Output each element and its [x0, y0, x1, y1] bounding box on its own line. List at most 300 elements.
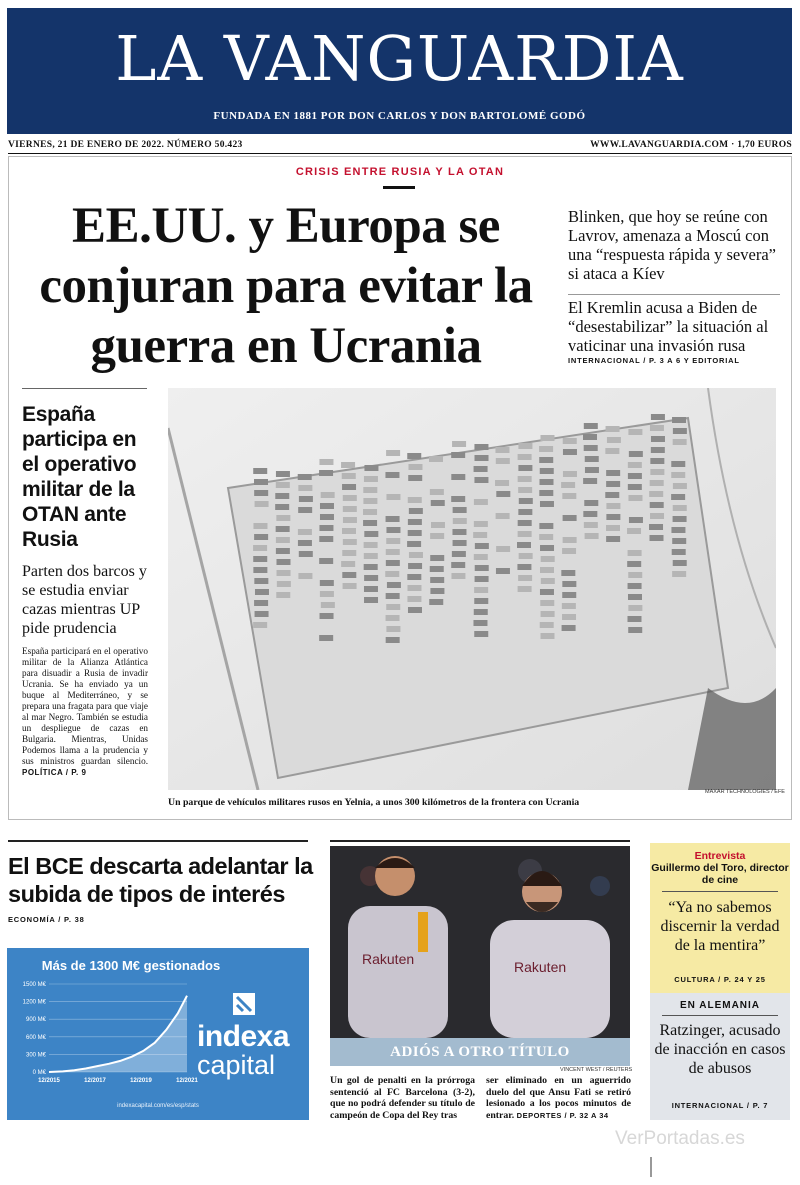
- vehicle: [319, 558, 333, 564]
- vehicle: [254, 600, 268, 606]
- vehicle: [539, 457, 553, 463]
- vehicle: [363, 498, 377, 504]
- vehicle: [386, 549, 400, 555]
- vehicle: [584, 445, 598, 451]
- vehicle: [253, 523, 267, 529]
- vehicle: [431, 522, 445, 528]
- vehicle: [409, 508, 423, 514]
- vehicle: [320, 580, 334, 586]
- vehicle: [319, 459, 333, 465]
- football-caption-2-text: ser eliminado en un aguerrido duelo del que Ansu Fati se retiró lesionado a los pocos minutos de entrar.: [486, 1075, 631, 1121]
- vehicle: [650, 469, 664, 475]
- vehicle: [519, 553, 533, 559]
- vehicle: [606, 514, 620, 520]
- vehicle: [496, 491, 510, 497]
- vehicle: [628, 429, 642, 435]
- indexa-logo-icon: [232, 992, 256, 1016]
- subhead-divider: [568, 294, 780, 295]
- vehicle: [276, 537, 290, 543]
- vehicle: [364, 597, 378, 603]
- vehicle: [606, 426, 620, 432]
- vehicle: [672, 571, 686, 577]
- vehicle: [584, 423, 598, 429]
- interview-subject: Guillermo del Toro, director de cine: [651, 862, 789, 886]
- vehicle: [253, 567, 267, 573]
- vehicle: [343, 583, 357, 589]
- vehicle: [583, 511, 597, 517]
- vehicle: [628, 473, 642, 479]
- vehicle: [363, 520, 377, 526]
- vehicle: [343, 517, 357, 523]
- photo-caption: Un parque de vehículos militares rusos en Yelnia, a unos 300 kilómetros de la frontera con Ucrania: [168, 797, 580, 808]
- vehicle: [298, 507, 312, 513]
- vehicle: [672, 549, 686, 555]
- vehicle: [606, 536, 620, 542]
- spain-story-headline[interactable]: España participa en el operativo militar de la OTAN ante Rusia: [22, 403, 137, 551]
- satellite-photo[interactable]: [168, 388, 776, 790]
- left-column-rule: [22, 388, 147, 389]
- ad-chart-ytick: 600 M€: [25, 1034, 46, 1041]
- vehicle: [430, 566, 444, 572]
- spain-story-body-text: España participará en el operativo militar de la Alianza Atlántica para disuadir a Rusia de invadir Ucrania. Se ha enviado ya un buque al Mediterráneo, y se prepara una fragata para que viaje al mar Negro. También se estudia un despliegue de cazas en Bulgaria. Mientras, Unidas Podemos llama a la prudencia y sus ministros guardan silencio.: [22, 646, 148, 766]
- vehicle: [518, 465, 532, 471]
- vehicle: [386, 494, 400, 500]
- vehicle: [430, 555, 444, 561]
- vehicle: [408, 464, 422, 470]
- vehicle: [253, 468, 267, 474]
- vehicle: [254, 578, 268, 584]
- vehicle: [650, 480, 664, 486]
- vehicle: [651, 447, 665, 453]
- vehicle: [541, 556, 555, 562]
- vehicle: [407, 453, 421, 459]
- vehicle: [496, 568, 510, 574]
- vehicle: [627, 528, 641, 534]
- ad-chart-ytick: 300 M€: [25, 1052, 46, 1059]
- vehicle: [496, 513, 510, 519]
- interview-box[interactable]: [650, 843, 790, 993]
- vehicle: [628, 583, 642, 589]
- vehicle: [539, 534, 553, 540]
- interview-kicker: Entrevista: [694, 850, 746, 862]
- vehicle: [343, 495, 357, 501]
- vehicle: [386, 593, 400, 599]
- vehicle: [277, 570, 291, 576]
- vehicle: [629, 451, 643, 457]
- vehicle: [584, 522, 598, 528]
- vehicle: [518, 443, 532, 449]
- vehicle: [430, 533, 444, 539]
- vehicle: [451, 474, 465, 480]
- football-players-image: [330, 846, 630, 1038]
- ad-chart: [7, 976, 207, 1096]
- vehicle: [431, 500, 445, 506]
- vehicle: [562, 603, 576, 609]
- vehicle: [386, 527, 400, 533]
- top-story-kicker: CRISIS ENTRE RUSIA Y LA OTAN: [295, 166, 505, 178]
- ad-chart-ytick: 0 M€: [32, 1070, 46, 1076]
- vehicle: [364, 586, 378, 592]
- spain-story-body: [22, 646, 148, 778]
- vehicle: [605, 448, 619, 454]
- dateline-date: VIERNES, 21 DE ENERO DE 2022. NÚMERO 50.423: [8, 140, 243, 150]
- vehicle: [540, 622, 554, 628]
- vehicle: [341, 561, 355, 567]
- vehicle: [386, 615, 400, 621]
- vehicle: [474, 466, 488, 472]
- vehicle: [563, 438, 577, 444]
- vehicle: [563, 537, 577, 543]
- vehicle: [562, 592, 576, 598]
- vehicle: [650, 513, 664, 519]
- vehicle: [606, 470, 620, 476]
- vehicle: [562, 548, 576, 554]
- vehicle: [276, 471, 290, 477]
- vehicle: [430, 577, 444, 583]
- vehicle: [299, 496, 313, 502]
- vehicle: [540, 468, 554, 474]
- vehicle: [585, 467, 599, 473]
- ratzinger-headline: Ratzinger, acusado de inacción en casos de abusos: [654, 1022, 786, 1077]
- shirt-sponsor-right: Rakuten: [514, 959, 567, 975]
- vehicle: [320, 503, 334, 509]
- vehicle: [649, 524, 663, 530]
- vehicle: [320, 613, 334, 619]
- vehicle: [407, 585, 421, 591]
- watermark: VerPortadas.es: [615, 1128, 745, 1149]
- vehicle: [298, 529, 312, 535]
- vehicle: [408, 497, 422, 503]
- vehicle: [651, 414, 665, 420]
- vehicle: [253, 545, 267, 551]
- vehicle: [298, 540, 312, 546]
- vehicle: [650, 502, 664, 508]
- vehicle: [673, 560, 687, 566]
- vehicle: [628, 484, 642, 490]
- vehicle: [541, 578, 555, 584]
- vehicle: [364, 564, 378, 570]
- cursor-mark: [650, 1157, 658, 1177]
- vehicle: [276, 559, 290, 565]
- vehicle: [408, 563, 422, 569]
- vehicle: [277, 581, 291, 587]
- vehicle: [540, 479, 554, 485]
- satellite-image: [168, 388, 776, 790]
- vehicle: [253, 622, 267, 628]
- vehicle: [540, 589, 554, 595]
- vehicle: [540, 567, 554, 573]
- vehicle: [519, 498, 533, 504]
- vehicle: [342, 572, 356, 578]
- ad-chart-title: Más de 1300 M€ gestionados: [41, 958, 221, 973]
- vehicle: [475, 543, 489, 549]
- vehicle: [474, 631, 488, 637]
- vehicle: [298, 485, 312, 491]
- vehicle: [453, 518, 467, 524]
- ratzinger-kicker: EN ALEMANIA: [679, 1000, 761, 1011]
- vehicle: [628, 605, 642, 611]
- vehicle: [453, 540, 467, 546]
- football-page-ref: DEPORTES / P. 32 A 34: [516, 1110, 609, 1120]
- vehicle: [408, 530, 422, 536]
- vehicle: [562, 581, 576, 587]
- vehicle: [364, 542, 378, 548]
- shirt-sponsor-left: Rakuten: [362, 951, 415, 967]
- ad-chart-xtick: 12/2021: [176, 1078, 198, 1084]
- vehicle: [518, 586, 532, 592]
- vehicle: [475, 565, 489, 571]
- vehicle: [320, 514, 334, 520]
- vehicle: [254, 534, 268, 540]
- vehicle: [518, 520, 532, 526]
- vehicle: [452, 441, 466, 447]
- vehicle: [255, 501, 269, 507]
- vehicle: [539, 523, 553, 529]
- masthead-founded: FUNDADA EN 1881 POR DON CARLOS Y DON BARTOLOMÉ GODÓ: [213, 110, 586, 122]
- indexa-ad[interactable]: [7, 948, 309, 1120]
- vehicle: [363, 509, 377, 515]
- interview-rule: [662, 891, 778, 892]
- vehicle: [628, 594, 642, 600]
- vehicle: [649, 535, 663, 541]
- vehicle: [254, 479, 268, 485]
- ad-url[interactable]: indexacapital.com/es/esp/stats: [117, 1103, 199, 1109]
- vehicle: [299, 551, 313, 557]
- top-story-headline[interactable]: EE.UU. y Europa se conjuran para evitar la guerra en Ucrania: [39, 198, 533, 374]
- bce-headline[interactable]: El BCE descarta adelantar la subida de tipos de interés: [8, 853, 313, 907]
- vehicle: [628, 627, 642, 633]
- spain-story-deck: Parten dos barcos y se estudia enviar cazas mientras UP pide prudencia: [22, 563, 147, 637]
- vehicle: [496, 458, 510, 464]
- ad-brand-capital: capital: [197, 1050, 276, 1080]
- vehicle: [628, 462, 642, 468]
- vehicle: [563, 449, 577, 455]
- vehicle: [518, 487, 532, 493]
- vehicle: [585, 533, 599, 539]
- vehicle: [451, 573, 465, 579]
- vehicle: [474, 598, 488, 604]
- vehicle: [385, 472, 399, 478]
- vehicle: [474, 554, 488, 560]
- ad-brand-indexa: indexa: [197, 1020, 290, 1053]
- football-photo-credit: VINCENT WEST / REUTERS: [560, 1067, 633, 1073]
- vehicle: [650, 425, 664, 431]
- vehicle: [385, 571, 399, 577]
- top-story-subhead-2: El Kremlin acusa a Biden de “desestabilizar” la situación al vaticinar una invasión rusa: [568, 298, 769, 355]
- vehicle: [319, 470, 333, 476]
- vehicle: [254, 490, 268, 496]
- bce-page-ref: ECONOMÍA / P. 38: [8, 915, 85, 924]
- vehicle: [540, 501, 554, 507]
- vehicle: [584, 500, 598, 506]
- vehicle: [253, 556, 267, 562]
- vehicle: [650, 458, 664, 464]
- vehicle: [386, 560, 400, 566]
- vehicle: [407, 541, 421, 547]
- vehicle: [341, 462, 355, 468]
- football-caption-1: Un gol de penalti en la prórroga sentenció al FC Barcelona (3-2), que no podrá defender su título de campeón de Copa del Rey tras: [330, 1075, 475, 1121]
- vehicle: [298, 474, 312, 480]
- vehicle: [651, 436, 665, 442]
- ratzinger-box[interactable]: [650, 993, 790, 1120]
- vehicle: [517, 542, 531, 548]
- vehicle: [671, 494, 685, 500]
- masthead: [7, 8, 792, 134]
- vehicle: [583, 478, 597, 484]
- vehicle: [673, 439, 687, 445]
- vehicle: [563, 515, 577, 521]
- interview-quote: “Ya no sabemos discernir la verdad de la mentira”: [660, 899, 780, 954]
- vehicle: [364, 531, 378, 537]
- vehicle: [451, 496, 465, 502]
- dateline: [8, 138, 792, 154]
- vehicle: [561, 482, 575, 488]
- vehicle: [473, 532, 487, 538]
- vehicle: [451, 562, 465, 568]
- vehicle: [364, 575, 378, 581]
- vehicle: [387, 582, 401, 588]
- vehicle: [627, 561, 641, 567]
- football-rule: [330, 840, 630, 842]
- vehicle: [342, 550, 356, 556]
- vehicle: [474, 521, 488, 527]
- ad-chart-ytick: 900 M€: [25, 1017, 46, 1024]
- vehicle: [628, 572, 642, 578]
- vehicle: [518, 509, 532, 515]
- vehicle: [386, 626, 400, 632]
- vehicle: [474, 587, 488, 593]
- vehicle: [408, 519, 422, 525]
- vehicle: [275, 493, 289, 499]
- vehicle: [408, 475, 422, 481]
- dateline-price: WWW.LAVANGUARDIA.COM · 1,70 EUROS: [590, 140, 792, 150]
- vehicle: [628, 550, 642, 556]
- spain-story-page-ref: POLÍTICA / P. 9: [22, 768, 87, 777]
- vehicle: [452, 529, 466, 535]
- vehicle: [364, 476, 378, 482]
- ad-chart-ytick: 1500 M€: [22, 982, 46, 988]
- vehicle: [319, 536, 333, 542]
- top-story-subhead-1: Blinken, que hoy se reúne con Lavrov, amenaza a Moscú con una “respuesta rápida y severa” si ataca a Kíev: [568, 207, 776, 283]
- vehicle: [673, 516, 687, 522]
- vehicle: [562, 614, 576, 620]
- vehicle: [517, 564, 531, 570]
- vehicle: [429, 599, 443, 605]
- vehicle: [276, 482, 290, 488]
- vehicle: [563, 471, 577, 477]
- vehicle: [539, 490, 553, 496]
- vehicle: [518, 454, 532, 460]
- vehicle: [386, 604, 400, 610]
- vehicle: [606, 525, 620, 531]
- vehicle: [407, 574, 421, 580]
- vehicle: [495, 480, 509, 486]
- vehicle: [255, 611, 269, 617]
- vehicle: [540, 600, 554, 606]
- vehicle: [298, 573, 312, 579]
- vehicle: [430, 489, 444, 495]
- vehicle: [364, 553, 378, 559]
- vehicle: [672, 417, 686, 423]
- vehicle: [561, 570, 575, 576]
- photo-credit: MAXAR TECHNOLOGIES / EFE: [705, 789, 785, 795]
- vehicle: [629, 517, 643, 523]
- vehicle: [386, 516, 400, 522]
- vehicle: [475, 455, 489, 461]
- vehicle: [319, 525, 333, 531]
- vehicle: [364, 465, 378, 471]
- vehicle: [409, 552, 423, 558]
- vehicle: [671, 472, 685, 478]
- vehicle: [343, 506, 357, 512]
- ad-chart-xtick: 12/2015: [38, 1078, 60, 1084]
- vehicle: [276, 548, 290, 554]
- vehicle: [585, 456, 599, 462]
- vehicle: [496, 546, 510, 552]
- vehicle: [649, 491, 663, 497]
- vehicle: [540, 545, 554, 551]
- vehicle: [518, 575, 532, 581]
- ratzinger-page-ref: INTERNACIONAL / P. 7: [671, 1101, 769, 1110]
- vehicle: [452, 551, 466, 557]
- vehicle: [673, 483, 687, 489]
- football-photo[interactable]: [330, 846, 630, 1038]
- ad-chart-xtick: 12/2017: [84, 1078, 106, 1084]
- vehicle: [407, 596, 421, 602]
- vehicle: [408, 607, 422, 613]
- ad-chart-ytick: 1200 M€: [22, 999, 46, 1006]
- vehicle: [430, 588, 444, 594]
- vehicle: [342, 528, 356, 534]
- vehicle: [474, 609, 488, 615]
- vehicle: [386, 450, 400, 456]
- vehicle: [672, 538, 686, 544]
- vehicle: [475, 576, 489, 582]
- vehicle: [562, 625, 576, 631]
- vehicle: [473, 620, 487, 626]
- vehicle: [275, 504, 289, 510]
- vehicle: [673, 505, 687, 511]
- vehicle: [605, 492, 619, 498]
- vehicle: [321, 492, 335, 498]
- vehicle: [386, 538, 400, 544]
- top-story-page-ref: INTERNACIONAL / P. 3 A 6 Y EDITORIAL: [568, 356, 740, 365]
- vehicle: [429, 456, 443, 462]
- vehicle: [474, 444, 488, 450]
- vehicle: [495, 447, 509, 453]
- vehicle: [606, 481, 620, 487]
- vehicle: [276, 592, 290, 598]
- vehicle: [562, 493, 576, 499]
- vehicle: [255, 589, 269, 595]
- bce-rule: [8, 840, 308, 842]
- masthead-title: LA VANGUARDIA: [115, 22, 684, 95]
- vehicle: [321, 602, 335, 608]
- vehicle: [671, 527, 685, 533]
- vehicle: [539, 446, 553, 452]
- vehicle: [386, 637, 400, 643]
- vehicle: [342, 473, 356, 479]
- vehicle: [363, 487, 377, 493]
- interview-page-ref: CULTURA / P. 24 Y 25: [674, 975, 766, 984]
- vehicle: [451, 452, 465, 458]
- vehicle: [606, 503, 620, 509]
- vehicle: [276, 515, 290, 521]
- kicker-rule: [383, 186, 415, 189]
- ratzinger-rule: [662, 1015, 778, 1016]
- vehicle: [474, 499, 488, 505]
- vehicle: [541, 633, 555, 639]
